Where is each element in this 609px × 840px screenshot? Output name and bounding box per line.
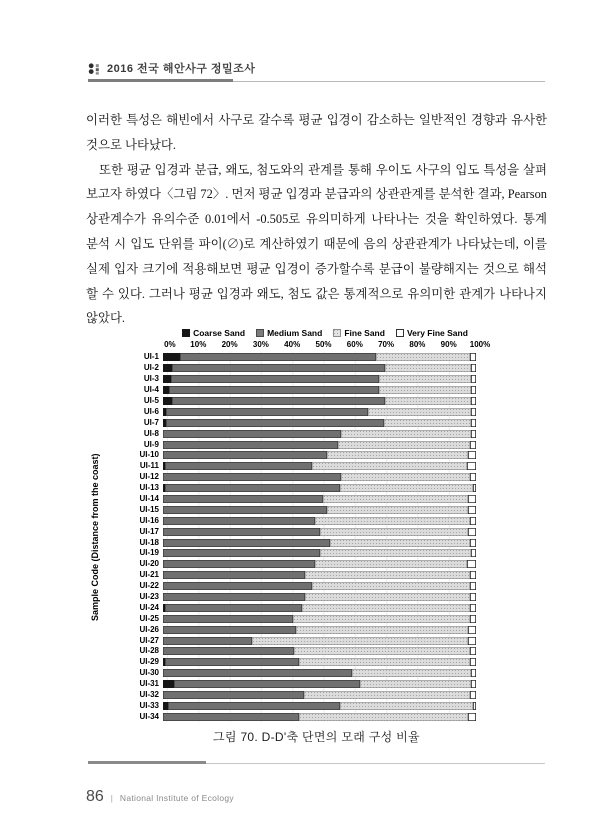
bar-segment	[163, 506, 327, 514]
bar-segment	[470, 441, 476, 449]
chart-row	[88, 613, 488, 624]
bar-segment	[471, 680, 476, 688]
stacked-bar	[163, 691, 476, 699]
bar-segment	[302, 604, 469, 612]
report-title: 2016 전국 해안사구 정밀조사	[107, 63, 256, 75]
bar-segment	[473, 484, 476, 492]
chart-row	[88, 559, 488, 570]
stacked-bar	[163, 615, 476, 623]
body-text-line: 상관계수가 유의수준 0.01에서 -0.505로 유의미하게 나타나는 것을 확인하였다. 통계	[86, 212, 547, 227]
bar-segment	[163, 441, 338, 449]
bar-label: UI-34	[139, 711, 159, 721]
chart-row	[88, 385, 488, 396]
bar-segment	[320, 528, 469, 536]
bar-label: UI-15	[139, 504, 159, 514]
bar-segment	[163, 713, 299, 721]
stacked-bar	[163, 375, 476, 383]
bar-segment	[163, 637, 252, 645]
body-text-line: 할 수 있다. 그러나 평균 입경과 왜도, 첨도 값은 통계적으로 유의미한 관계가 나타나지	[86, 286, 547, 301]
legend-swatch-icon	[396, 329, 404, 337]
bar-label: UI-19	[139, 548, 159, 558]
stacked-bar	[163, 539, 476, 547]
page-footer	[86, 788, 234, 806]
bar-segment	[163, 680, 174, 688]
chart-row	[88, 494, 488, 505]
stacked-bar	[163, 397, 476, 405]
bar-segment	[470, 539, 476, 547]
legend-item	[396, 328, 468, 338]
bar-segment	[470, 353, 476, 361]
x-axis-tick-label: 30%	[252, 340, 269, 349]
bar-label: UI-4	[143, 385, 159, 395]
chart-row	[88, 679, 488, 690]
chart-row	[88, 428, 488, 439]
stacked-bar	[163, 430, 476, 438]
legend-swatch-icon	[256, 329, 264, 337]
chart-x-axis-ticks	[164, 339, 491, 352]
page-header	[88, 60, 545, 76]
chart-row	[88, 668, 488, 679]
bar-segment	[305, 593, 469, 601]
bar-segment	[330, 539, 469, 547]
bar-segment	[473, 702, 476, 710]
bar-segment	[468, 506, 476, 514]
chart-row	[88, 592, 488, 603]
bar-segment	[165, 484, 340, 492]
bar-segment	[385, 364, 471, 372]
x-axis-tick-label: 90%	[440, 340, 457, 349]
bar-segment	[360, 680, 471, 688]
bar-segment	[338, 441, 469, 449]
bar-segment	[341, 473, 469, 481]
stacked-bar	[163, 637, 476, 645]
bar-segment	[385, 397, 471, 405]
x-axis-tick-label: 50%	[315, 340, 332, 349]
figure-caption: 그림 70. D-D'축 단면의 모래 구성 비율	[213, 730, 420, 744]
chart-row	[88, 711, 488, 722]
bar-segment	[174, 680, 360, 688]
x-axis-tick-label: 20%	[221, 340, 238, 349]
chart-row	[88, 439, 488, 450]
bar-segment	[471, 669, 476, 677]
bar-segment	[470, 658, 476, 666]
bar-segment	[163, 539, 330, 547]
chart-row	[88, 657, 488, 668]
stacked-bar	[163, 408, 476, 416]
chart-legend	[167, 326, 483, 339]
body-text-line: 것으로 나타났다.	[86, 137, 176, 152]
bar-segment	[470, 582, 476, 590]
bar-segment	[252, 637, 468, 645]
bar-segment	[163, 626, 296, 634]
bar-label: UI-10	[139, 450, 159, 460]
chart-row	[88, 624, 488, 635]
bar-segment	[352, 669, 471, 677]
bar-segment	[163, 528, 320, 536]
legend-item	[256, 328, 322, 338]
bar-segment	[180, 353, 376, 361]
x-axis-tick-label: 80%	[409, 340, 426, 349]
bar-label: UI-17	[139, 526, 159, 536]
bar-segment	[172, 397, 385, 405]
bar-segment	[163, 647, 294, 655]
stacked-bar	[163, 713, 476, 721]
stacked-bar	[163, 441, 476, 449]
bar-label: UI-2	[143, 363, 159, 373]
dots-icon	[88, 62, 101, 75]
bar-label: UI-29	[139, 657, 159, 667]
bar-segment	[471, 419, 476, 427]
stacked-bar	[163, 658, 476, 666]
bar-label: UI-30	[139, 668, 159, 678]
chart-row	[88, 504, 488, 515]
bar-segment	[163, 615, 293, 623]
legend-item	[182, 328, 245, 338]
bar-label: UI-11	[139, 461, 159, 471]
chart-row	[88, 646, 488, 657]
bar-segment	[166, 408, 368, 416]
legend-label: Coarse Sand	[193, 327, 246, 338]
bar-label: UI-21	[139, 570, 159, 580]
bar-label: UI-14	[139, 494, 159, 504]
bar-segment	[468, 451, 476, 459]
stacked-bar	[163, 702, 476, 710]
stacked-bar	[163, 582, 476, 590]
bar-label: UI-12	[139, 472, 159, 482]
body-text-line: 않았다.	[86, 311, 126, 326]
x-axis-tick-label: 60%	[346, 340, 363, 349]
bar-segment	[468, 637, 476, 645]
bar-label: UI-28	[139, 646, 159, 656]
stacked-bar	[163, 364, 476, 372]
bar-label: UI-20	[139, 559, 159, 569]
stacked-bar	[163, 484, 476, 492]
bar-segment	[163, 430, 341, 438]
chart-row	[88, 570, 488, 581]
chart-plot-area	[88, 352, 488, 722]
stacked-bar	[163, 506, 476, 514]
bar-label: UI-26	[139, 624, 159, 634]
bar-segment	[327, 506, 468, 514]
chart-row	[88, 461, 488, 472]
bar-segment	[468, 528, 476, 536]
bar-segment	[294, 647, 469, 655]
stacked-bar	[163, 495, 476, 503]
stacked-bar	[163, 386, 476, 394]
bar-segment	[376, 353, 470, 361]
chart-row	[88, 548, 488, 559]
bar-label: UI-5	[143, 396, 159, 405]
x-axis-tick-label: 40%	[284, 340, 301, 349]
stacked-bar	[163, 571, 476, 579]
bar-segment	[384, 419, 472, 427]
bar-segment	[315, 560, 467, 568]
sand-composition-chart	[88, 326, 491, 722]
bar-segment	[312, 582, 470, 590]
bar-segment	[468, 713, 476, 721]
bar-label: UI-18	[139, 537, 159, 547]
stacked-bar	[163, 528, 476, 536]
bar-segment	[470, 593, 476, 601]
bar-segment	[341, 430, 471, 438]
body-text-line: 이러한 특성은 해빈에서 사구로 갈수록 평균 입경이 감소하는 일반적인 경향과 유사한	[86, 113, 547, 127]
bar-segment	[163, 375, 171, 383]
bar-segment	[299, 713, 468, 721]
bar-segment	[165, 658, 300, 666]
bar-segment	[470, 647, 476, 655]
chart-row	[88, 526, 488, 537]
chart-row	[88, 515, 488, 526]
chart-row	[88, 450, 488, 461]
chart-row	[88, 396, 488, 407]
bar-label: UI-25	[139, 613, 159, 623]
chart-row	[88, 602, 488, 613]
bar-segment	[315, 517, 470, 525]
bar-segment	[163, 473, 341, 481]
legend-label: Fine Sand	[344, 327, 385, 338]
header-divider-light	[233, 81, 545, 82]
bar-segment	[163, 517, 315, 525]
stacked-bar	[163, 604, 476, 612]
bar-segment	[163, 549, 320, 557]
footer-divider-dark	[88, 761, 206, 764]
bar-segment	[471, 408, 476, 416]
legend-item	[333, 328, 385, 338]
bar-segment	[163, 593, 305, 601]
bar-segment	[471, 549, 476, 557]
chart-row	[88, 690, 488, 701]
chart-row	[88, 537, 488, 548]
bar-label: UI-1	[143, 352, 159, 362]
bar-segment	[165, 604, 303, 612]
page-number: 86	[86, 788, 104, 805]
chart-row	[88, 581, 488, 592]
legend-swatch-icon	[182, 329, 190, 337]
bar-segment	[470, 571, 476, 579]
bar-label: UI-32	[139, 690, 159, 700]
legend-label: Very Fine Sand	[406, 327, 468, 338]
chart-row	[88, 417, 488, 428]
bar-segment	[165, 462, 312, 470]
footer-organization: National Institute of Ecology	[119, 793, 234, 803]
x-axis-tick-label: 10%	[190, 340, 207, 349]
chart-row	[88, 363, 488, 374]
stacked-bar	[163, 451, 476, 459]
chart-y-axis-title: Sample Code (Distance from the coast)	[90, 453, 100, 622]
bar-segment	[163, 364, 172, 372]
bar-segment	[293, 615, 470, 623]
bar-label: UI-27	[139, 635, 159, 645]
bar-segment	[296, 626, 468, 634]
bar-label: UI-33	[139, 700, 159, 710]
bar-segment	[323, 495, 469, 503]
bar-segment	[163, 353, 180, 361]
bar-segment	[166, 419, 384, 427]
bar-segment	[470, 604, 476, 612]
legend-swatch-icon	[333, 329, 341, 337]
bar-segment	[163, 691, 304, 699]
stacked-bar	[163, 353, 476, 361]
chart-row	[88, 352, 488, 363]
stacked-bar	[163, 669, 476, 677]
bar-segment	[163, 397, 172, 405]
bar-label: UI-31	[139, 679, 159, 689]
bar-segment	[471, 386, 476, 394]
body-text	[86, 108, 547, 331]
bar-segment	[305, 571, 469, 579]
bar-segment	[163, 560, 315, 568]
bar-label: UI-22	[139, 581, 159, 591]
chart-row	[88, 374, 488, 385]
bar-segment	[163, 571, 305, 579]
bar-segment	[467, 462, 476, 470]
chart-row	[88, 701, 488, 712]
bar-label: UI-8	[143, 428, 159, 438]
bar-segment	[470, 517, 476, 525]
bar-segment	[163, 582, 312, 590]
bar-segment	[379, 375, 471, 383]
bar-segment	[468, 495, 476, 503]
bar-segment	[379, 386, 471, 394]
bar-segment	[470, 473, 476, 481]
bar-label: UI-16	[139, 515, 159, 525]
bar-segment	[163, 495, 323, 503]
stacked-bar	[163, 560, 476, 568]
bar-segment	[172, 364, 385, 372]
body-text-line: 또한 평균 입경과 분급, 왜도, 첨도와의 관계를 통해 우이도 사구의 입도 특성을 살펴	[99, 162, 547, 177]
x-axis-tick-label: 70%	[378, 340, 395, 349]
stacked-bar	[163, 473, 476, 481]
bar-label: UI-23	[139, 592, 159, 602]
x-axis-tick-label: 0%	[164, 340, 176, 349]
bar-segment	[468, 626, 476, 634]
bar-label: UI-6	[143, 406, 159, 416]
stacked-bar	[163, 626, 476, 634]
bar-segment	[163, 669, 352, 677]
bar-segment	[299, 658, 470, 666]
bar-segment	[470, 691, 476, 699]
bar-segment	[312, 462, 467, 470]
chart-row	[88, 483, 488, 494]
stacked-bar	[163, 517, 476, 525]
bar-label: UI-3	[143, 374, 159, 384]
bar-segment	[368, 408, 471, 416]
bar-segment	[171, 375, 379, 383]
stacked-bar	[163, 647, 476, 655]
stacked-bar	[163, 549, 476, 557]
bar-segment	[471, 397, 476, 405]
bar-segment	[470, 615, 476, 623]
bar-segment	[340, 702, 473, 710]
stacked-bar	[163, 593, 476, 601]
bar-segment	[327, 451, 468, 459]
body-text-line: 분석 시 입도 단위를 파이(∅)로 계산하였기 때문에 음의 상관관계가 나타났는데, 이를	[86, 236, 547, 251]
header-divider-dark	[88, 79, 233, 82]
bar-segment	[304, 691, 470, 699]
chart-row	[88, 472, 488, 483]
bar-label: UI-9	[143, 439, 159, 449]
bar-segment	[169, 386, 379, 394]
bar-segment	[471, 430, 476, 438]
chart-row	[88, 406, 488, 417]
x-axis-tick-label: 100%	[469, 340, 491, 349]
bar-label: UI-24	[139, 602, 159, 612]
stacked-bar	[163, 462, 476, 470]
bar-label: UI-7	[143, 417, 159, 427]
bar-segment	[467, 560, 476, 568]
body-text-line: 보고자 하였다〈그림 72〉. 먼저 평균 입경과 분급과의 상관관계를 분석한 결과, Pearson	[86, 187, 547, 202]
bar-segment	[163, 451, 327, 459]
body-text-line: 실제 입자 크기에 적용해보면 평균 입경이 증가할수록 분급이 불량해지는 것으로 해석	[86, 261, 547, 276]
stacked-bar	[163, 680, 476, 688]
stacked-bar	[163, 419, 476, 427]
legend-label: Medium Sand	[267, 327, 323, 338]
bar-segment	[471, 375, 476, 383]
header-divider	[88, 79, 545, 82]
bar-segment	[320, 549, 472, 557]
bar-segment	[168, 702, 340, 710]
chart-row	[88, 635, 488, 646]
bar-segment	[340, 484, 473, 492]
footer-separator: |	[110, 794, 113, 803]
bar-label: UI-13	[139, 483, 159, 493]
footer-divider-light	[206, 763, 545, 764]
footer-divider	[88, 761, 545, 764]
bar-segment	[471, 364, 476, 372]
